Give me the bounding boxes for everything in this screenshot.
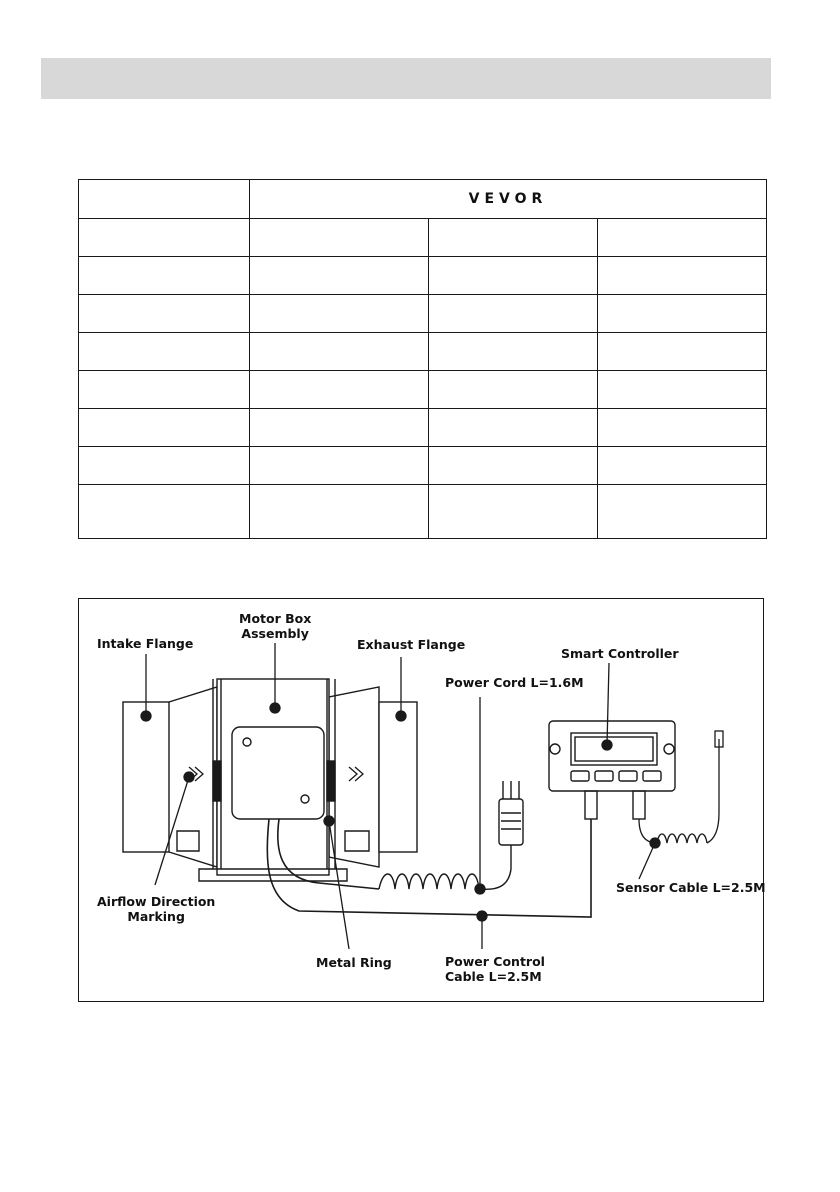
table-row bbox=[79, 447, 767, 485]
table-row bbox=[79, 333, 767, 371]
table-cell bbox=[79, 333, 250, 371]
table-cell bbox=[429, 333, 598, 371]
table-cell bbox=[250, 257, 429, 295]
vevor-logo: VEVOR bbox=[250, 180, 767, 219]
table-cell bbox=[429, 295, 598, 333]
table-cell bbox=[598, 447, 767, 485]
table-cell bbox=[598, 295, 767, 333]
table-row bbox=[79, 485, 767, 539]
power-control-cable-label: Power Control Cable L=2.5M bbox=[445, 954, 545, 984]
table-row bbox=[79, 219, 767, 257]
table-cell bbox=[429, 257, 598, 295]
table-cell bbox=[598, 219, 767, 257]
table-cell bbox=[598, 485, 767, 539]
table-cell bbox=[79, 257, 250, 295]
table-cell bbox=[429, 371, 598, 409]
table-row bbox=[79, 257, 767, 295]
power-cord-label: Power Cord L=1.6M bbox=[445, 675, 584, 690]
table-cell bbox=[250, 409, 429, 447]
table-cell bbox=[598, 409, 767, 447]
table-cell bbox=[79, 371, 250, 409]
spec-table bbox=[78, 179, 767, 539]
metal-ring-label: Metal Ring bbox=[316, 955, 392, 970]
table-row bbox=[79, 180, 767, 219]
table-cell bbox=[429, 219, 598, 257]
table-cell bbox=[250, 219, 429, 257]
table-cell bbox=[429, 485, 598, 539]
motor-box-label: Motor Box Assembly bbox=[239, 611, 312, 641]
table-cell bbox=[598, 333, 767, 371]
table-cell bbox=[79, 295, 250, 333]
smart-controller-shape bbox=[549, 721, 675, 819]
table-row bbox=[79, 371, 767, 409]
table-cell bbox=[598, 371, 767, 409]
table-cell bbox=[250, 447, 429, 485]
table-row bbox=[79, 295, 767, 333]
sensor-cable-label: Sensor Cable L=2.5M bbox=[616, 880, 766, 895]
airflow-direction-label: Airflow Direction Marking bbox=[97, 894, 216, 924]
table-cell bbox=[250, 295, 429, 333]
table-cell bbox=[250, 371, 429, 409]
table-cell bbox=[429, 447, 598, 485]
table-cell bbox=[598, 257, 767, 295]
table-cell bbox=[79, 409, 250, 447]
table-cell bbox=[79, 447, 250, 485]
intake-flange-shape bbox=[123, 687, 217, 867]
product-diagram bbox=[78, 598, 764, 1002]
intake-flange-label: Intake Flange bbox=[97, 636, 194, 651]
section-header-band bbox=[41, 58, 771, 99]
exhaust-flange-label: Exhaust Flange bbox=[357, 637, 466, 652]
table-row bbox=[79, 409, 767, 447]
table-cell bbox=[429, 409, 598, 447]
motor-box-shape bbox=[232, 727, 324, 819]
smart-controller-label: Smart Controller bbox=[561, 646, 679, 661]
table-cell bbox=[79, 219, 250, 257]
table-cell bbox=[250, 485, 429, 539]
table-cell bbox=[250, 333, 429, 371]
table-cell bbox=[79, 180, 250, 219]
power-plug-shape bbox=[499, 781, 523, 845]
table-cell bbox=[79, 485, 250, 539]
